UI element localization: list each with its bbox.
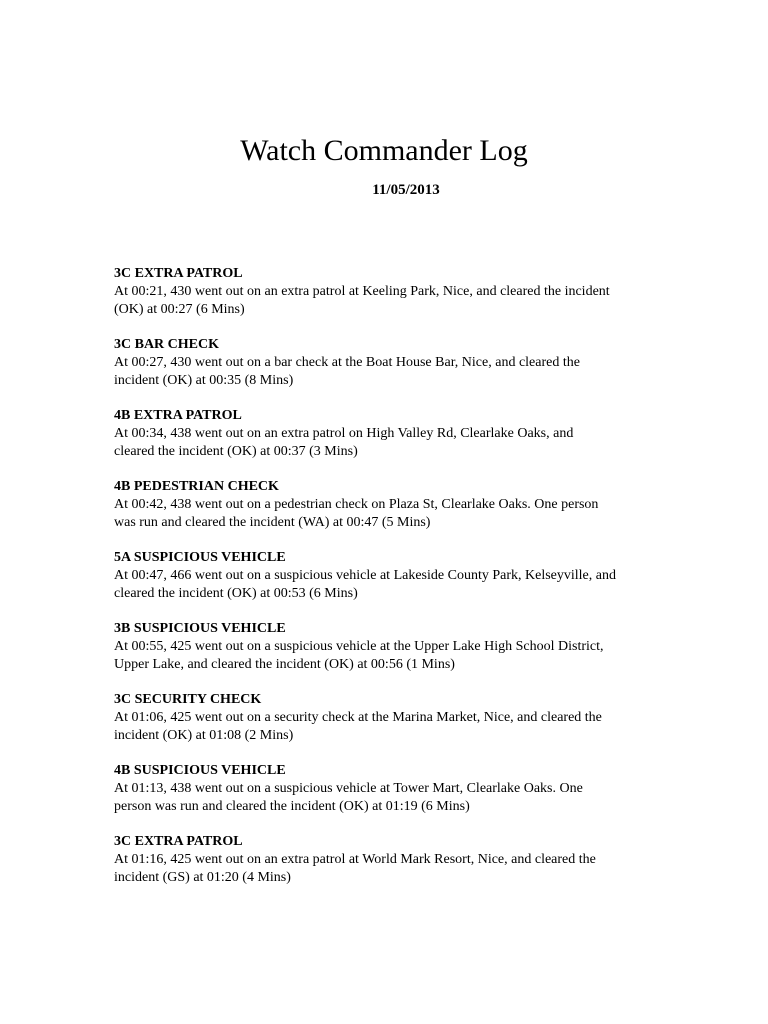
entry-description [114, 354, 674, 390]
log-entry [114, 762, 674, 816]
log-entry [114, 478, 674, 532]
entry-line: incident (OK) at 00:35 (8 Mins) [114, 373, 294, 388]
entry-line: cleared the incident (OK) at 00:37 (3 Mins) [114, 444, 358, 459]
entry-description [114, 851, 674, 887]
document-title: Watch Commander Log [240, 134, 528, 167]
entry-line: At 00:21, 430 went out on an extra patrol at Keeling Park, Nice, and cleared the incident [114, 284, 610, 299]
entry-description [114, 709, 674, 745]
log-date: 11/05/2013 [372, 182, 440, 198]
log-entry [114, 833, 674, 887]
entry-heading: 3C EXTRA PATROL [114, 266, 243, 281]
entry-description [114, 780, 674, 816]
entry-line: incident (OK) at 01:08 (2 Mins) [114, 728, 294, 743]
entry-heading: 4B SUSPICIOUS VEHICLE [114, 763, 286, 778]
entry-line: At 00:42, 438 went out on a pedestrian check on Plaza St, Clearlake Oaks. One person [114, 497, 599, 512]
entry-line: was run and cleared the incident (WA) at 00:47 (5 Mins) [114, 515, 431, 530]
entry-line: At 01:16, 425 went out on an extra patrol at World Mark Resort, Nice, and cleared the [114, 852, 596, 867]
entry-line: (OK) at 00:27 (6 Mins) [114, 302, 245, 317]
log-entry [114, 691, 674, 745]
entry-heading: 3C EXTRA PATROL [114, 834, 243, 849]
entry-heading: 4B PEDESTRIAN CHECK [114, 479, 279, 494]
log-entry [114, 265, 674, 319]
entry-line: At 01:06, 425 went out on a security check at the Marina Market, Nice, and cleared the [114, 710, 602, 725]
log-entry [114, 407, 674, 461]
entry-description [114, 567, 674, 603]
entry-description [114, 496, 674, 532]
log-entry [114, 549, 674, 603]
entry-heading: 3C BAR CHECK [114, 337, 220, 352]
entry-line: incident (GS) at 01:20 (4 Mins) [114, 870, 291, 885]
entry-line: At 00:55, 425 went out on a suspicious vehicle at the Upper Lake High School District, [114, 639, 604, 654]
log-entry [114, 620, 674, 674]
entry-heading: 4B EXTRA PATROL [114, 408, 242, 423]
entry-description [114, 425, 674, 461]
entry-line: person was run and cleared the incident (OK) at 01:19 (6 Mins) [114, 799, 470, 814]
entry-line: cleared the incident (OK) at 00:53 (6 Mins) [114, 586, 358, 601]
entry-line: At 00:27, 430 went out on a bar check at the Boat House Bar, Nice, and cleared the [114, 355, 580, 370]
entry-heading: 3C SECURITY CHECK [114, 692, 262, 707]
entry-description [114, 283, 674, 319]
entry-heading: 5A SUSPICIOUS VEHICLE [114, 550, 286, 565]
entry-line: At 00:34, 438 went out on an extra patrol on High Valley Rd, Clearlake Oaks, and [114, 426, 574, 441]
log-entry [114, 336, 674, 390]
entry-heading: 3B SUSPICIOUS VEHICLE [114, 621, 286, 636]
entry-line: Upper Lake, and cleared the incident (OK) at 00:56 (1 Mins) [114, 657, 455, 672]
entry-line: At 01:13, 438 went out on a suspicious vehicle at Tower Mart, Clearlake Oaks. One [114, 781, 583, 796]
entry-description [114, 638, 674, 674]
entry-line: At 00:47, 466 went out on a suspicious vehicle at Lakeside County Park, Kelseyville, and [114, 568, 616, 583]
log-entries [114, 265, 674, 904]
